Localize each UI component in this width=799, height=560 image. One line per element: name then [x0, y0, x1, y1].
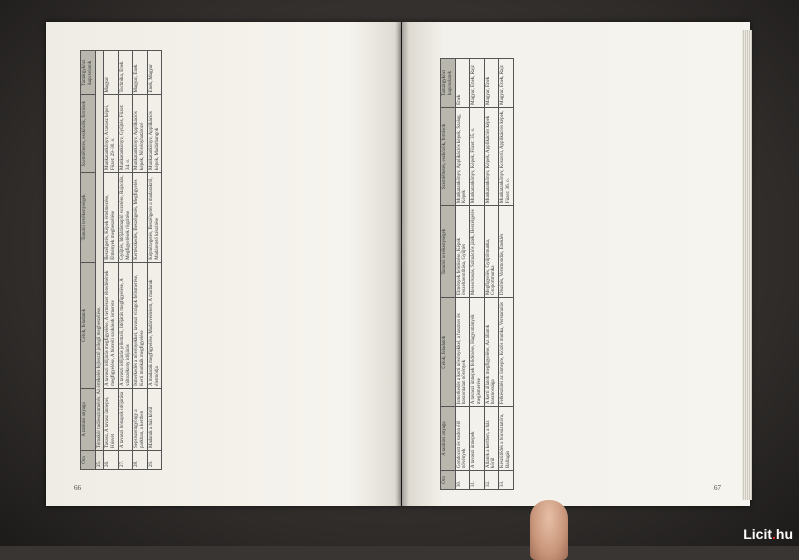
header-cell: A tanítási anyaga [81, 388, 96, 450]
watermark-dot: . [772, 526, 776, 542]
header-cell: Célok, feladatok [81, 262, 96, 388]
table-cell: Díszítés, Versmondás, Éneklés [499, 206, 514, 298]
table-row [470, 59, 485, 490]
table-cell: A madarak megfigyelése, Madárvédelem, A madarak életmódja [147, 262, 162, 388]
table-cell: Munkatankönyv, Applikációs képek, Madárhangok [147, 95, 162, 173]
table-cell: Magyar, Ének, Rajz [499, 59, 514, 108]
table-cell: 31. [470, 471, 485, 490]
table-cell: Állatok a kertben, a ház körül [484, 407, 499, 471]
header-cell: Szemléltetés, eszközök, források [441, 107, 456, 205]
watermark-tld: hu [775, 526, 793, 542]
table-cell: 30. [455, 471, 470, 490]
header-cell: Óra [81, 451, 96, 470]
table-cell: 27. [118, 451, 133, 470]
table-cell: Madarak a ház körül [147, 388, 162, 450]
table-cell: Gondozott és vadon élő növények [455, 407, 470, 471]
table-cell: Munkatankönyv, Képek, Applikációs képek [484, 107, 499, 205]
table-row [104, 51, 119, 470]
table-cell: 33. [499, 471, 514, 490]
table-cell: Tavasz, A tavasz ünnepei, Húsvét [104, 388, 119, 450]
book-gutter [395, 22, 409, 506]
header-cell: A tanítási anyaga [441, 407, 456, 471]
table-cell: Munkatankönyv, Képek, Füzet: 35. o. [470, 107, 485, 205]
table-cell: A tavaszi ünnepek [470, 407, 485, 471]
left-page-number: 66 [74, 484, 81, 492]
right-lesson-table [440, 58, 514, 490]
header-cell: Tantárgyközi kapcsolatok [441, 59, 456, 108]
table-row [484, 59, 499, 490]
table-cell: Megfigyelés, Gyűjtőmunka, Csoportmunka [484, 206, 499, 298]
table-cell: Magyar, Ének, Rajz [470, 59, 485, 108]
thumb [530, 500, 568, 560]
table-cell: A tavaszi hónapok időjárása [118, 388, 133, 450]
table-cell: 32. [484, 471, 499, 490]
header-cell: Óra [441, 471, 456, 490]
table-cell: Ismerkedés a kerti növényekkel, a hasznos és haszontalan növények [455, 298, 470, 407]
table-cell: Témakör tudásszintmérés. Az értékelés fejlesztő jellegű megbeszélése. [95, 51, 104, 451]
table-row [147, 51, 162, 470]
table-cell: A tavaszi időjárás megfigyelése, A természet ébredésének megfigyelése, A húsvéti szokások ismerete [104, 262, 119, 388]
table-cell: Beszélgetés, Képek értelmezése, Élmények megbeszélése [104, 172, 119, 262]
table-cell: A tavaszi ünnepek felidézése, Hagyományok megismerése [470, 298, 485, 407]
table-cell: Ismerkedés a növényekkel, tavaszi virágok felismerése, Kerti munkák megfigyelése [133, 262, 148, 388]
table-cell: Készülődés a búcsúztatóra, Ballagás [499, 407, 514, 471]
table-cell: Ének, Magyar [147, 51, 162, 95]
table-cell: 25. [95, 451, 104, 470]
table-cell: Képnézegetés, Beszélgetés a madarakról, Madáretető készítése [147, 172, 162, 262]
table-cell: Munkatankönyv, Applikációs képek, Növényhatározó [133, 95, 148, 173]
table-row [133, 51, 148, 470]
page-stack-edge [742, 30, 752, 500]
header-cell: Tanulói tevékenységek [81, 172, 96, 262]
table-cell: Magyar, Ének [484, 59, 499, 108]
header-cell: Tanulói tevékenységek [441, 206, 456, 298]
table-cell: Munkatankönyv, Koszorú, Applikációs képek, Füzet: 36. o. [499, 107, 514, 205]
table-cell: Meseolvasás, Szituációs játék, Beszélgetés [470, 206, 485, 298]
table-cell: Munkatankönyv, Gyűjtés, Füzet: 34. o. [118, 95, 133, 173]
header-cell: Szemléltetés, eszközök, források [81, 95, 96, 173]
table-cell: Élmények felidézése, Képek összehasonlítása, Gyűjtés [455, 206, 470, 298]
watermark-logo [743, 526, 793, 542]
table-row [455, 59, 470, 490]
table-row [499, 59, 514, 490]
watermark-brand: Licit [743, 526, 772, 542]
table-cell: Sepsiszentgyörgy a parkban, a kertben [133, 388, 148, 450]
table-row [118, 51, 133, 470]
table-cell: Munkatankönyv, A tavasz képei, Füzet: 29–30. o. [104, 95, 119, 173]
table-cell: Munkatankönyv, Applikációs képek, Szalag, Képek [455, 107, 470, 205]
table-cell: Kertészkedés, Beszélgetés, Megfigyelés [133, 172, 148, 262]
header-cell: Tantárgyközi kapcsolatok [81, 51, 96, 95]
table-cell: Technika, Ének [118, 51, 133, 95]
right-page-number: 67 [714, 484, 721, 492]
table-cell: Magyar, Ének [133, 51, 148, 95]
table-cell: 26. [104, 451, 119, 470]
table-cell: A kerti állatok megfigyelése, Az állatok hasznossága [484, 298, 499, 407]
table-cell: 29. [147, 451, 162, 470]
table-cell: Magyar [104, 51, 119, 95]
table-cell: Felkészülés az ünnepre, Közös munka, Verstanulás [499, 298, 514, 407]
table-cell: A tavaszi időjárás jellemzői, Időjárás megfigyelése, A változékony időjárás [118, 262, 133, 388]
header-cell: Célok, feladatok [441, 298, 456, 407]
left-lesson-table [80, 50, 162, 470]
table-cell: 28. [133, 451, 148, 470]
table-cell: Ének [455, 59, 470, 108]
table-cell: Gyűjtés, Időjárásnapló vezetése, Rajzolás, Megfigyelések rögzítése [118, 172, 133, 262]
